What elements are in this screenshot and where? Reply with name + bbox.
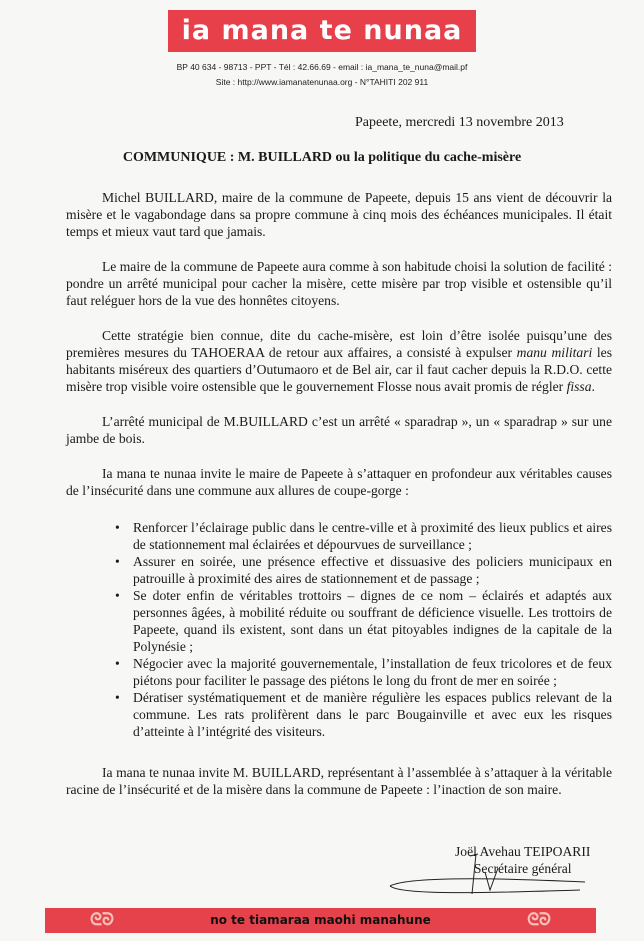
text: Cette stratégie bien connue, dite du cache-misère, est loin d’être isolée puisqu’une des premières mesures du TAHOERAA de retour aux affaires, a consisté à expulser [66, 328, 612, 360]
handwritten-signature [380, 850, 600, 900]
logo-banner: ia mana te nunaa [168, 10, 476, 52]
footer-banner [45, 908, 596, 933]
list-item: • Assurer en soirée, une présence effective et dissuasive des policiers municipaux en patrouille à proximité des aires de stationnement et de passage ; [133, 553, 612, 587]
footer-slogan: no te tiamaraa maohi manahune [210, 913, 431, 927]
text: les habitants miséreux des quartiers d’Outumaoro et de Bel air, car il faut cacher depuis la R.D.O. cette misère trop visible voire ostensible que le gouvernement Flosse nous avait promis de régler [66, 345, 612, 394]
paragraph: Michel BUILLARD, maire de la commune de Papeete, depuis 15 ans vient de découvrir la misère et le vagabondage dans sa propre commune à cinq mois des échéances municipales. Il était temps et mieux vaut tard que jamais. [66, 190, 612, 239]
list-item: • Renforcer l’éclairage public dans le centre-ville et à proximité des lieux publics et aires de stationnement mal éclairées et dépourvues de surveillance ; [133, 519, 612, 553]
communique-title: COMMUNIQUE : M. BUILLARD ou la politique du cache-misère [122, 150, 522, 165]
list-item: • Dératiser systématiquement et de manière régulière les espaces publics relevant de la commune. Les rats prolifèrent dans le parc Bougainville et avec eux les risques d’atteinte à l’intégrité des visiteurs. [133, 689, 612, 740]
letter-date: Papeete, mercredi 13 novembre 2013 [355, 115, 564, 130]
italic-text: manu militari [516, 345, 593, 360]
paragraph: L’arrêté municipal de M.BUILLARD c’est un arrêté « sparadrap », un « sparadrap » sur une jambe de bois. [66, 414, 612, 446]
paragraph: Ia mana te nunaa invite M. BUILLARD, représentant à l’assemblée à s’attaquer à la véritable racine de l’insécurité et de la misère dans la commune de Papeete : l’inaction de son maire. [66, 765, 612, 797]
bullet-list [66, 519, 612, 740]
signatory-name: Joël Avehau TEIPOARII [455, 844, 591, 859]
list-item: • Négocier avec la majorité gouvernementale, l’installation de feux tricolores et de feux piétons pour faciliter le passage des piétons le long du front de mer en soirée ; [133, 655, 612, 689]
letter-body [66, 189, 612, 816]
spiral-ornament-icon: ᘓᘐ [90, 910, 114, 930]
text: . [591, 379, 595, 394]
site-line: Site : http://www.iamanatenunaa.org - N°TAHITI 202 911 [215, 77, 429, 87]
paragraph: Le maire de la commune de Papeete aura comme à son habitude choisi la solution de facilité : pondre un arrêté municipal pour cacher la misère, cette misère par trop visible et ostensible qu’il faut reléguer hors de la vue des honnêtes citoyens. [66, 259, 612, 308]
italic-text: fissa [566, 379, 592, 394]
contact-line: BP 40 634 - 98713 - PPT - Tél : 42.66.69 - email : ia_mana_te_nuna@mail.pf [176, 62, 468, 72]
paragraph [66, 327, 612, 395]
list-item: • Se doter enfin de véritables trottoirs – dignes de ce nom – éclairés et adaptés aux personnes âgées, à mobilité réduite ou souffrant de déficience visuelle. Les trottoirs de Papeete, quand ils existent, sont dans un état pitoyables indignes de la capitale de la Polynésie ; [133, 587, 612, 655]
spiral-ornament-icon: ᘓᘐ [527, 910, 551, 930]
signatory-role: Secrétaire général [473, 861, 572, 876]
paragraph: Ia mana te nunaa invite le maire de Papeete à s’attaquer en profondeur aux véritables causes de l’insécurité dans une commune aux allures de coupe-gorge : [66, 466, 612, 498]
